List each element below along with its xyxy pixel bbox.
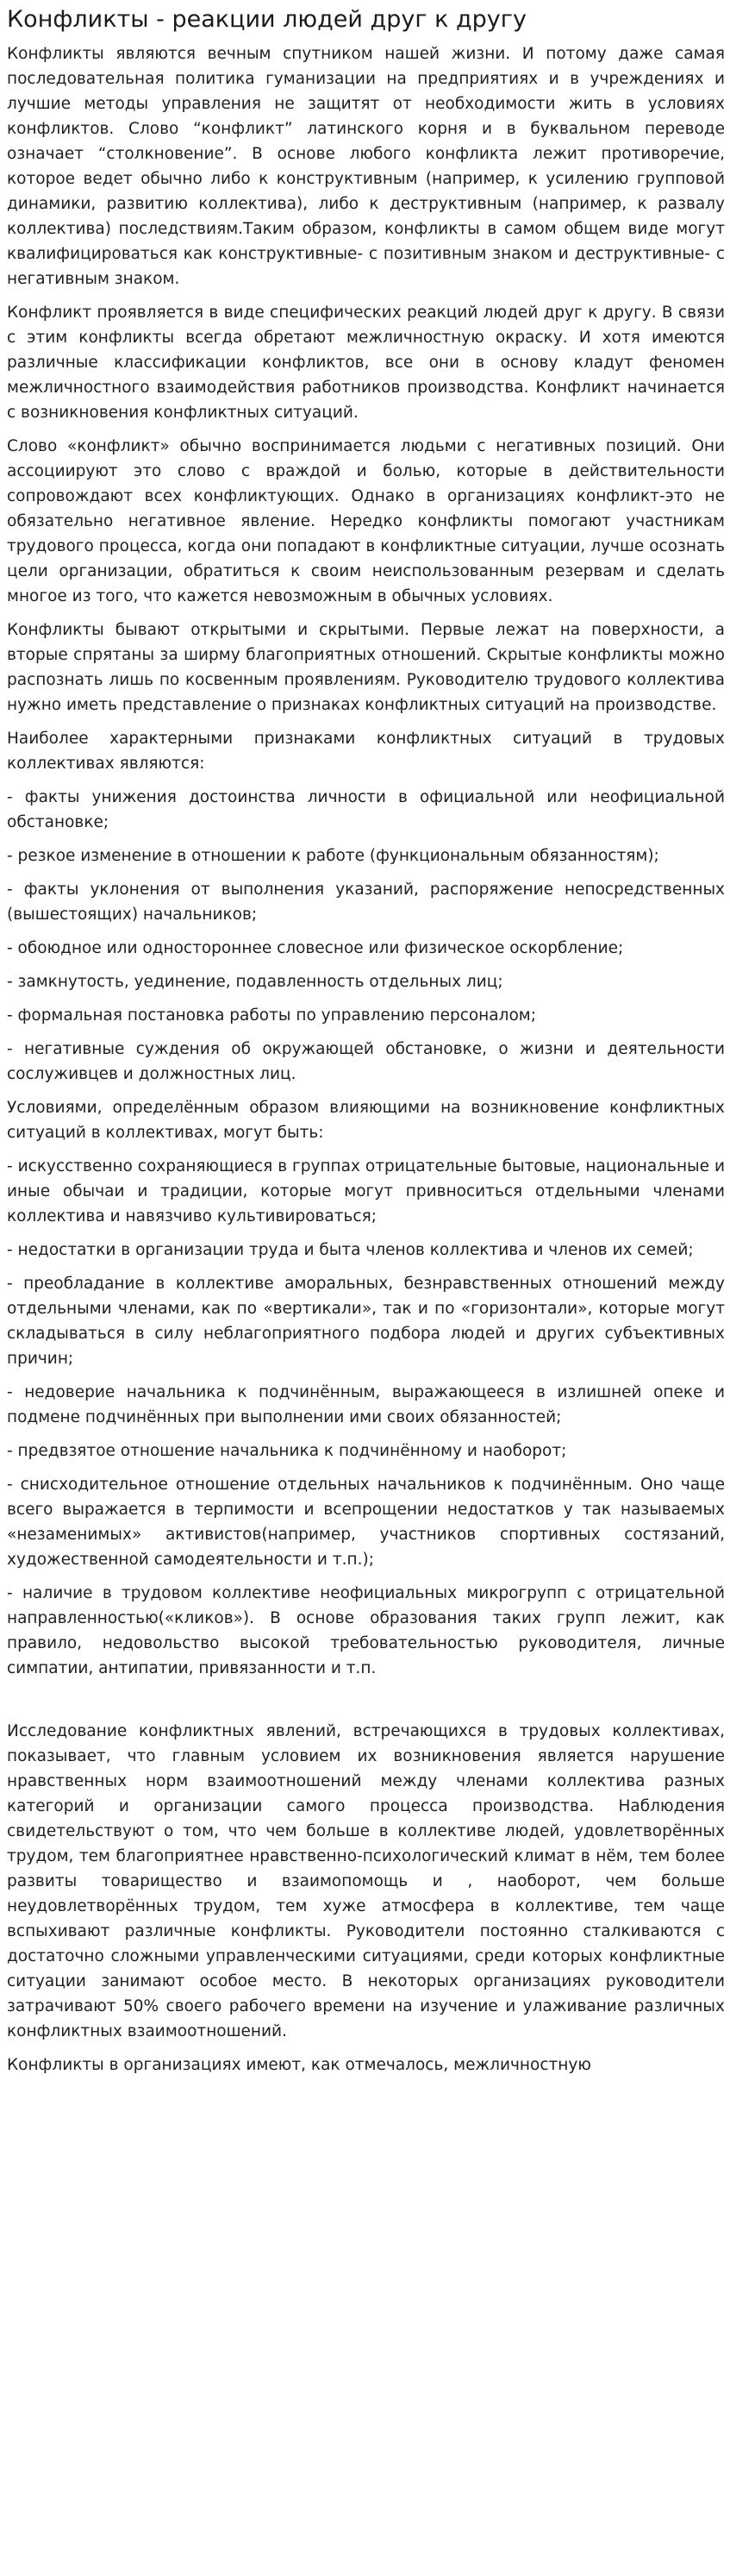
list-item-sign-2: - резкое изменение в отношении к работе (функциональным обязанностям); — [7, 847, 659, 865]
list-item-condition-6: - снисходительное отношение отдельных начальников к подчинённым. Оно чаще всего выражается в терпимости и всепрощении недостатков у так называемых «незаменимых» активистов(например, участников спортивных состязаний, художественной самодеятельности и т.п.); — [7, 1476, 725, 1569]
paragraph-signs-intro: Наиболее характерными признаками конфликтных ситуаций в трудовых коллективах являются: — [7, 730, 725, 773]
paragraph-research: Исследование конфликтных явлений, встречающихся в трудовых коллективах, показывает, что главным условием их возникновения является нарушение нравственных норм взаимоотношений между членами коллектива разных категорий и организации самого процесса производства. Наблюдения свидетельствуют о том, что чем больше в коллективе людей, удовлетворённых трудом, тем благоприятнее нравственно-психологический климат в нём, тем более развиты товарищество и взаимопомощь и , наоборот, чем больше неудовлетворённых трудом, тем хуже атмосфера в коллективе, тем чаще вспыхивают различные конфликты. Руководители постоянно сталкиваются с достаточно сложными управленческими ситуациями, среди которых конфликтные ситуации занимают особое место. В некоторых организациях руководители затрачивают 50% своего рабочего времени на изучение и улаживание различных конфликтных взаимоотношений. — [7, 1722, 725, 2040]
list-item-sign-5: - замкнутость, уединение, подавленность отдельных лиц; — [7, 973, 503, 991]
page-title: Конфликты - реакции людей друг к другу — [7, 6, 527, 33]
list-item-sign-3: - факты уклонения от выполнения указаний, распоряжение непосредственных (вышестоящих) начальников; — [7, 881, 725, 924]
list-item-condition-3: - преобладание в коллективе аморальных, безнравственных отношений между отдельными членами, как по «вертикали», так и по «горизонтали», которые могут складываться в силу неблагоприятного подбора людей и других субъективных причин; — [7, 1275, 725, 1368]
paragraph-conditions-intro: Условиями, определённым образом влияющими на возникновение конфликтных ситуаций в коллективах, могут быть: — [7, 1099, 725, 1142]
list-item-condition-7: - наличие в трудовом коллективе неофициальных микрогрупп с отрицательной направленностью(«кликов»). В основе образования таких групп лежит, как правило, недовольство высокой требовательностью руководителя, личные симпатии, антипатии, привязанности и т.п. — [7, 1584, 725, 1677]
list-item-sign-1: - факты унижения достоинства личности в официальной или неофициальной обстановке; — [7, 788, 725, 831]
list-item-condition-5: - предвзятое отношение начальника к подчинённому и наоборот; — [7, 1442, 567, 1460]
paragraph-final: Конфликты в организациях имеют, как отмечалось, межличностную — [7, 2056, 591, 2074]
paragraph-intro: Конфликты являются вечным спутником нашей жизни. И потому даже самая последовательная политика гуманизации на предприятиях и в учреждениях и лучшие методы управления не защитят от необходимости жить в условиях конфликтов. Слово “конфликт” латинского корня и в буквальном переводе означает “столкновение”. В основе любого конфликта лежит противоречие, которое ведет обычно либо к конструктивным (например, к усилению групповой динамики, развитию коллектива), либо к деструктивным (например, к развалу коллектива) последствиям.Таким образом, конфликты в самом общем виде могут квалифицироваться как конструктивные- с позитивным знаком и деструктивные- с негативным знаком. — [7, 45, 725, 288]
list-item-sign-4: - обоюдное или одностороннее словесное или физическое оскорбление; — [7, 939, 624, 957]
paragraph-open-hidden: Конфликты бывают открытыми и скрытыми. Первые лежат на поверхности, а вторые спрятаны за ширму благоприятных отношений. Скрытые конфликты можно распознать лишь по косвенным проявлениям. Руководителю трудового коллектива нужно иметь представление о признаках конфликтных ситуаций на производстве. — [7, 621, 725, 714]
list-item-condition-2: - недостатки в организации труда и быта членов коллектива и членов их семей; — [7, 1241, 694, 1259]
paragraph-interpersonal: Конфликт проявляется в виде специфических реакций людей друг к другу. В связи с этим конфликты всегда обретают межличностную окраску. И хотя имеются различные классификации конфликтов, все они в основу кладут феномен межличностного взаимодействия работников производства. Конфликт начинается с возникновения конфликтных ситуаций. — [7, 304, 725, 422]
list-item-sign-7: - негативные суждения об окружающей обстановке, о жизни и деятельности сослуживцев и должностных лиц. — [7, 1040, 725, 1083]
list-item-sign-6: - формальная постановка работы по управлению персоналом; — [7, 1006, 536, 1025]
paragraph-word-conflict: Слово «конфликт» обычно воспринимается людьми с негативных позиций. Они ассоциируют это слово с враждой и болью, которые в действительности сопровождают всех конфликтующих. Однако в организациях конфликт-это не обязательно негативное явление. Нередко конфликты помогают участникам трудового процесса, когда они попадают в конфликтные ситуации, лучше осознать цели организации, обратиться к своим неиспользованным резервам и сделать многое из того, что кажется невозможным в обычных условиях. — [7, 437, 725, 605]
list-item-condition-4: - недоверие начальника к подчинённым, выражающееся в излишней опеке и подмене подчинённых при выполнении ими своих обязанностей; — [7, 1383, 725, 1426]
list-item-condition-1: - искусственно сохраняющиеся в группах отрицательные бытовые, национальные и иные обычаи и традиции, которые могут привноситься отдельными членами коллектива и навязчиво культивироваться; — [7, 1157, 725, 1225]
